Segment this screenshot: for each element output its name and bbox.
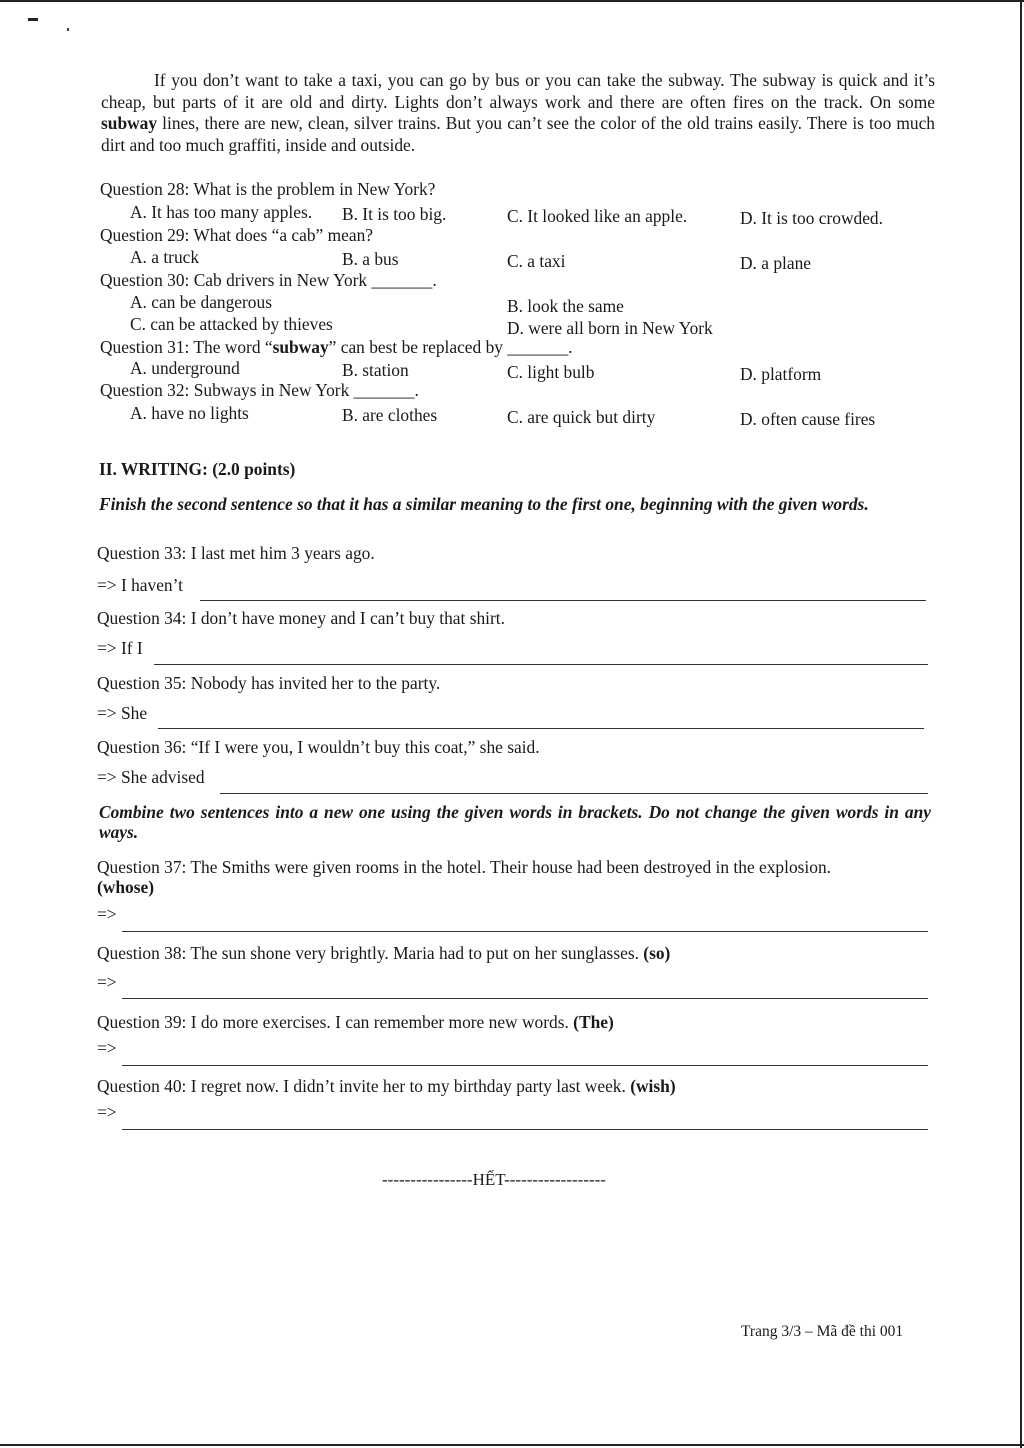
answer-line-37[interactable] [122, 931, 928, 932]
option-b: B. station [342, 360, 409, 380]
page-footer: Trang 3/3 – Mã đề thi 001 [741, 1323, 904, 1340]
option-a: A. underground [130, 358, 240, 378]
answer-prompt-33: => I haven’t [97, 575, 183, 595]
question-33: Question 33: I last met him 3 years ago. [97, 543, 375, 563]
answer-prompt-36: => She advised [97, 767, 205, 787]
option-d: D. platform [740, 364, 822, 384]
option-a: A. can be dangerous [130, 292, 272, 312]
option-c: C. It looked like an apple. [507, 206, 688, 226]
answer-line-36[interactable] [220, 793, 928, 794]
option-b: B. It is too big. [342, 204, 447, 224]
option-a: A. a truck [130, 247, 200, 267]
option-a: A. It has too many apples. [130, 202, 313, 222]
answer-prompt-35: => She [97, 703, 148, 723]
answer-line-40[interactable] [122, 1129, 928, 1130]
page-border-right [1020, 0, 1022, 1448]
answer-prompt-34: => If I [97, 638, 143, 658]
question-31: Question 31: The word “subway” can best be replaced by _______. [100, 337, 573, 357]
answer-prompt-38: => [97, 972, 117, 992]
answer-prompt-37: => [97, 904, 117, 924]
option-a: A. have no lights [130, 403, 249, 423]
bold-word: subway [272, 337, 329, 357]
option-b: B. are clothes [342, 405, 438, 425]
question-28: Question 28: What is the problem in New York? [100, 179, 436, 199]
question-32: Question 32: Subways in New York _______. [100, 380, 419, 400]
answer-prompt-40: => [97, 1102, 117, 1122]
question-40: Question 40: I regret now. I didn’t invite her to my birthday party last week. (wish) [97, 1076, 676, 1096]
page-border-top [0, 0, 1024, 2]
question-39: Question 39: I do more exercises. I can remember more new words. (The) [97, 1012, 614, 1032]
option-b: B. a bus [342, 249, 399, 269]
page-border-bottom [0, 1444, 1024, 1446]
question-35: Question 35: Nobody has invited her to the party. [97, 673, 441, 693]
option-c: C. are quick but dirty [507, 407, 656, 427]
hint-word: (so) [643, 943, 671, 963]
answer-line-39[interactable] [122, 1065, 928, 1066]
instruction-combine: Combine two sentences into a new one using the given words in brackets. Do not change the given words in any ways. [99, 802, 931, 842]
question-34: Question 34: I don’t have money and I can’t buy that shirt. [97, 608, 505, 628]
section-heading-writing: II. WRITING: (2.0 points) [99, 459, 296, 479]
option-c: C. a taxi [507, 251, 566, 271]
bold-word: subway [101, 113, 158, 133]
question-37: Question 37: The Smiths were given rooms in the hotel. Their house had been destroyed in the explosion. (whose) [97, 857, 831, 897]
answer-line-34[interactable] [154, 664, 928, 665]
option-d: D. a plane [740, 253, 811, 273]
option-b: B. look the same [507, 296, 624, 316]
reading-passage: If you don’t want to take a taxi, you can go by bus or you can take the subway. The subway is quick and it’s cheap, but parts of it are old and dirty. Lights don’t always work and there are often fires on the track. On some subway lines, there are new, clean, silver trains. But you can’t see the color of the old trains easily. There is too much dirt and too much graffiti, inside and outside. [101, 70, 935, 155]
option-c: C. light bulb [507, 362, 595, 382]
question-30: Question 30: Cab drivers in New York _______. [100, 270, 437, 290]
answer-line-33[interactable] [200, 600, 926, 601]
hint-word: (The) [573, 1012, 614, 1032]
hint-word: (whose) [97, 877, 154, 897]
instruction-rewrite: Finish the second sentence so that it has a similar meaning to the first one, beginning with the given words. [99, 494, 869, 514]
scan-mark [67, 28, 69, 31]
option-d: D. were all born in New York [507, 318, 713, 338]
answer-prompt-39: => [97, 1038, 117, 1058]
end-mark: ----------------HẾT------------------ [382, 1170, 606, 1189]
question-29: Question 29: What does “a cab” mean? [100, 225, 373, 245]
option-d: D. It is too crowded. [740, 208, 883, 228]
answer-line-35[interactable] [158, 728, 924, 729]
option-c: C. can be attacked by thieves [130, 314, 333, 334]
answer-line-38[interactable] [122, 998, 928, 999]
hint-word: (wish) [630, 1076, 676, 1096]
question-36: Question 36: “If I were you, I wouldn’t buy this coat,” she said. [97, 737, 540, 757]
scan-mark [28, 18, 38, 21]
option-d: D. often cause fires [740, 409, 876, 429]
question-38: Question 38: The sun shone very brightly. Maria had to put on her sunglasses. (so) [97, 943, 671, 963]
